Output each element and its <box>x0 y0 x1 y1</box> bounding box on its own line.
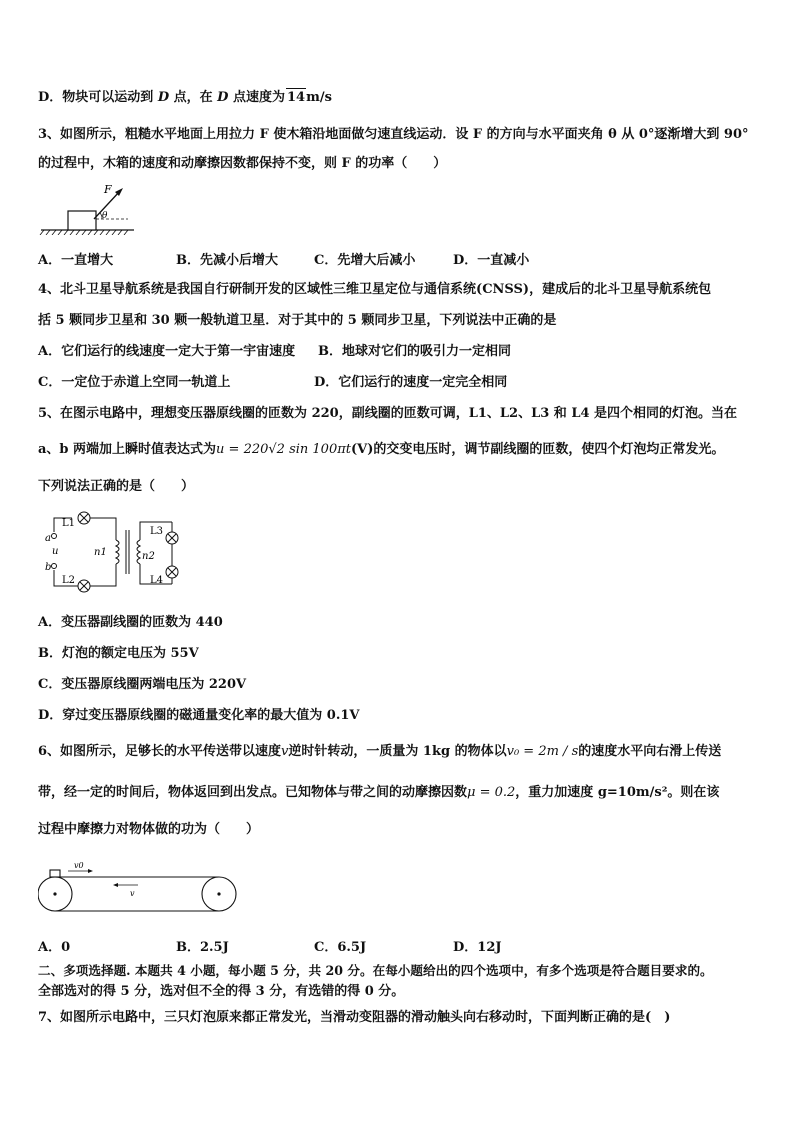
q4-line2: 括 5 颗同步卫星和 30 颗一般轨道卫星．对于其中的 5 颗同步卫星，下列说法中正确的是 <box>38 313 557 328</box>
q4-option-a: A．它们运行的线速度一定大于第一宇宙速度 <box>38 344 296 359</box>
q6-conveyor-figure <box>38 858 242 918</box>
q6-line2: 带，经一定的时间后，物体返回到出发点。已知物体与带之间的动摩擦因数μ = 0.2，重力加速度 g=10m/s²。则在该 <box>38 785 720 800</box>
q4-option-d: D．它们运行的速度一定完全相同 <box>314 375 508 390</box>
initial-velocity: v₀ = 2m / s <box>506 744 579 759</box>
q5-option-c: C．变压器原线圈两端电压为 220V <box>38 677 247 692</box>
q3-box-figure <box>38 183 138 235</box>
q5-option-d: D．穿过变压器原线圈的磁通量变化率的最大值为 0.1V <box>38 708 360 723</box>
q6-option-a: A．0 <box>38 940 71 955</box>
lamp-label-l3: L3 <box>150 526 164 537</box>
voltage-u-label: u <box>52 546 59 557</box>
q3-option-c: C．先增大后减小 <box>314 253 416 268</box>
angle-label: θ <box>102 211 108 221</box>
lamp-label-l1: L1 <box>62 518 76 529</box>
q5-line2: a、b 两端加上瞬时值表达式为u = 220√2 sin 100πt(V)的交变电压时，调节副线圈的匝数，使四个灯泡均正常发光。 <box>38 442 725 457</box>
friction-coefficient: μ = 0.2 <box>467 785 516 800</box>
force-label: F <box>104 183 112 196</box>
v0-label: v0 <box>74 861 84 870</box>
sqrt-value: 14 <box>287 90 306 105</box>
terminal-a-label: a <box>45 533 51 544</box>
q3-line2: 的过程中，木箱的速度和动摩擦因数都保持不变，则 F 的功率（ ） <box>38 156 447 171</box>
q3-option-d: D．一直减小 <box>453 253 530 268</box>
q5-option-b: B．灯泡的额定电压为 55V <box>38 646 199 661</box>
q6-line1: 6、如图所示，足够长的水平传送带以速度v逆时针转动，一质量为 1kg 的物体以v₀ = 2m / s的速度水平向右滑上传送 <box>38 744 722 759</box>
q4-line1: 4、北斗卫星导航系统是我国自行研制开发的区域性三维卫星定位与通信系统(CNSS)，建成后的北斗卫星导航系统包 <box>38 282 712 297</box>
q2-option-d: D．物块可以运动到 D 点，在 D 点速度为 14m/s <box>38 90 332 105</box>
terminal-b-label: b <box>45 562 52 573</box>
n2-label: n2 <box>142 551 155 562</box>
voltage-formula: u = 220√2 sin 100πt <box>216 442 351 457</box>
q6-option-b: B．2.5J <box>176 940 229 955</box>
q6-option-d: D．12J <box>453 940 502 955</box>
belt-velocity-label: v <box>130 889 135 898</box>
q4-option-c: C．一定位于赤道上空同一轨道上 <box>38 375 231 390</box>
q3-line1: 3、如图所示，粗糙水平地面上用拉力 F 使木箱沿地面做匀速直线运动．设 F 的方向与水平面夹角 θ 从 0°逐渐增大到 90° <box>38 127 749 142</box>
q6-option-c: C．6.5J <box>314 940 367 955</box>
q7-line1: 7、如图所示电路中，三只灯泡原来都正常发光，当滑动变阻器的滑动触头向右移动时，下面判断正确的是( ) <box>38 1010 671 1025</box>
q5-transformer-circuit <box>44 508 194 600</box>
section2-line1: 二、多项选择题. 本题共 4 小题，每小题 5 分，共 20 分。在每小题给出的四个选项中，有多个选项是符合题目要求的。 <box>38 963 713 978</box>
q6-line3: 过程中摩擦力对物体做的功为（ ） <box>38 822 260 837</box>
q3-option-b: B．先减小后增大 <box>176 253 278 268</box>
n1-label: n1 <box>94 547 107 558</box>
section2-line2: 全部选对的得 5 分，选对但不全的得 3 分，有选错的得 0 分。 <box>38 984 405 999</box>
q4-option-b: B．地球对它们的吸引力一定相同 <box>318 344 511 359</box>
lamp-label-l2: L2 <box>62 575 76 586</box>
q5-option-a: A．变压器副线圈的匝数为 440 <box>38 615 223 630</box>
q5-line1: 5、在图示电路中，理想变压器原线圈的匝数为 220，副线圈的匝数可调，L1、L2、L3 和 L4 是四个相同的灯泡。当在 <box>38 406 738 421</box>
q3-option-a: A．一直增大 <box>38 253 114 268</box>
q5-line3: 下列说法正确的是（ ） <box>38 479 195 494</box>
lamp-label-l4: L4 <box>150 575 164 586</box>
